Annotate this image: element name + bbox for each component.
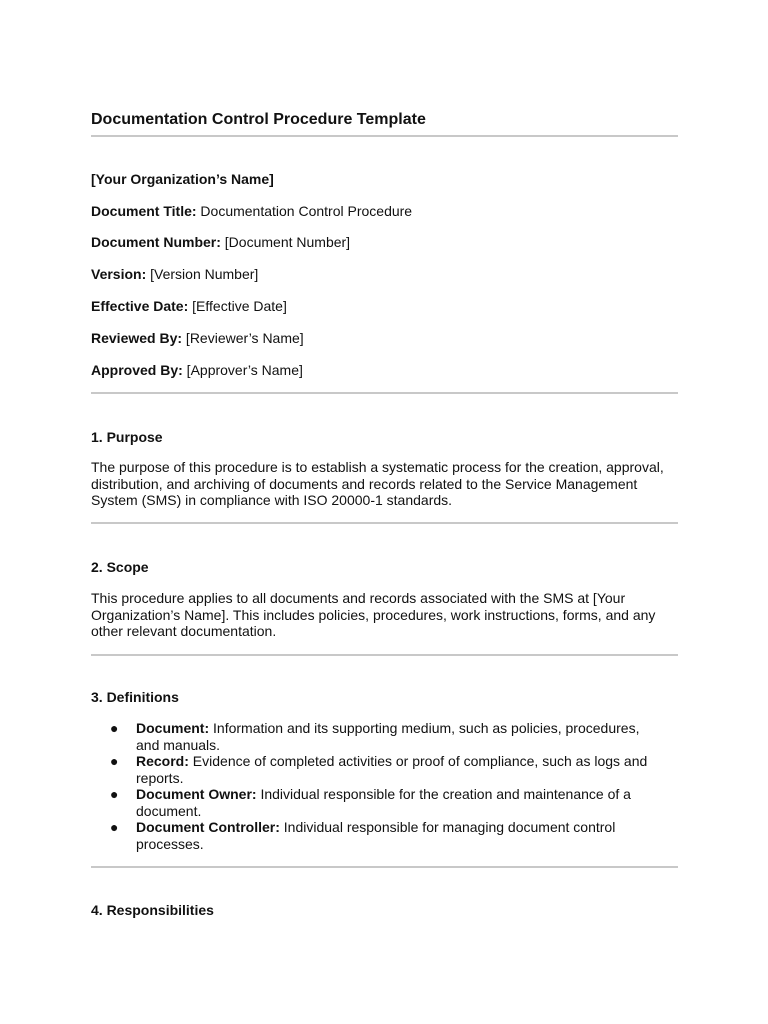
bullet-icon: ● xyxy=(110,819,119,835)
definition-text: Individual responsible for managing document control processes. xyxy=(136,819,616,852)
list-item xyxy=(91,786,666,819)
definition-term: Document Controller: xyxy=(136,819,280,835)
section-heading-scope: 2. Scope xyxy=(91,559,149,575)
field-value: [Reviewer’s Name] xyxy=(182,330,304,346)
field-label: Version: xyxy=(91,266,147,282)
bullet-icon: ● xyxy=(110,720,119,736)
field-label: Document Title: xyxy=(91,203,197,219)
divider xyxy=(91,135,678,137)
divider xyxy=(91,866,678,868)
field-effective-date xyxy=(91,297,287,315)
field-version xyxy=(91,265,258,283)
purpose-paragraph: The purpose of this procedure is to establish a systematic process for the creation, approval, distribution, and archiving of documents and records related to the Service Management System (SMS) in compliance with ISO 20000-1 standards. xyxy=(91,459,664,508)
definition-text: Information and its supporting medium, such as policies, procedures, and manuals. xyxy=(136,720,640,753)
field-label: Document Number: xyxy=(91,234,221,250)
field-document-title xyxy=(91,202,412,220)
definition-text: Evidence of completed activities or proof of compliance, such as logs and reports. xyxy=(136,753,648,786)
definition-term: Document Owner: xyxy=(136,786,257,802)
definition-term: Document: xyxy=(136,720,210,736)
field-document-number xyxy=(91,233,350,251)
field-label: Effective Date: xyxy=(91,298,189,314)
page-title: Documentation Control Procedure Template xyxy=(91,111,426,128)
bullet-icon: ● xyxy=(110,753,119,769)
divider xyxy=(91,392,678,394)
section-heading-responsibilities: 4. Responsibilities xyxy=(91,902,214,918)
divider xyxy=(91,522,678,524)
scope-paragraph: This procedure applies to all documents and records associated with the SMS at [Your Organization’s Name]. This includes policies, procedures, work instructions, forms, and any other relevant documentation. xyxy=(91,590,656,639)
field-label: Approved By: xyxy=(91,362,183,378)
list-item xyxy=(91,720,666,753)
field-reviewed-by xyxy=(91,329,304,347)
definition-text: Individual responsible for the creation and maintenance of a document. xyxy=(136,786,631,819)
list-item xyxy=(91,753,666,786)
field-value: [Version Number] xyxy=(146,266,259,282)
section-heading-purpose: 1. Purpose xyxy=(91,429,163,445)
definition-term: Record: xyxy=(136,753,189,769)
section-heading-definitions: 3. Definitions xyxy=(91,689,179,705)
field-label: Reviewed By: xyxy=(91,330,183,346)
bullet-icon: ● xyxy=(110,786,119,802)
organization-name: [Your Organization’s Name] xyxy=(91,171,274,187)
divider xyxy=(91,654,678,656)
list-item xyxy=(91,819,666,852)
field-value: [Document Number] xyxy=(220,234,351,250)
field-value: [Effective Date] xyxy=(188,298,287,314)
field-value: [Approver’s Name] xyxy=(182,362,303,378)
definitions-list xyxy=(91,720,671,852)
field-value: Documentation Control Procedure xyxy=(196,203,413,219)
field-approved-by xyxy=(91,361,303,379)
